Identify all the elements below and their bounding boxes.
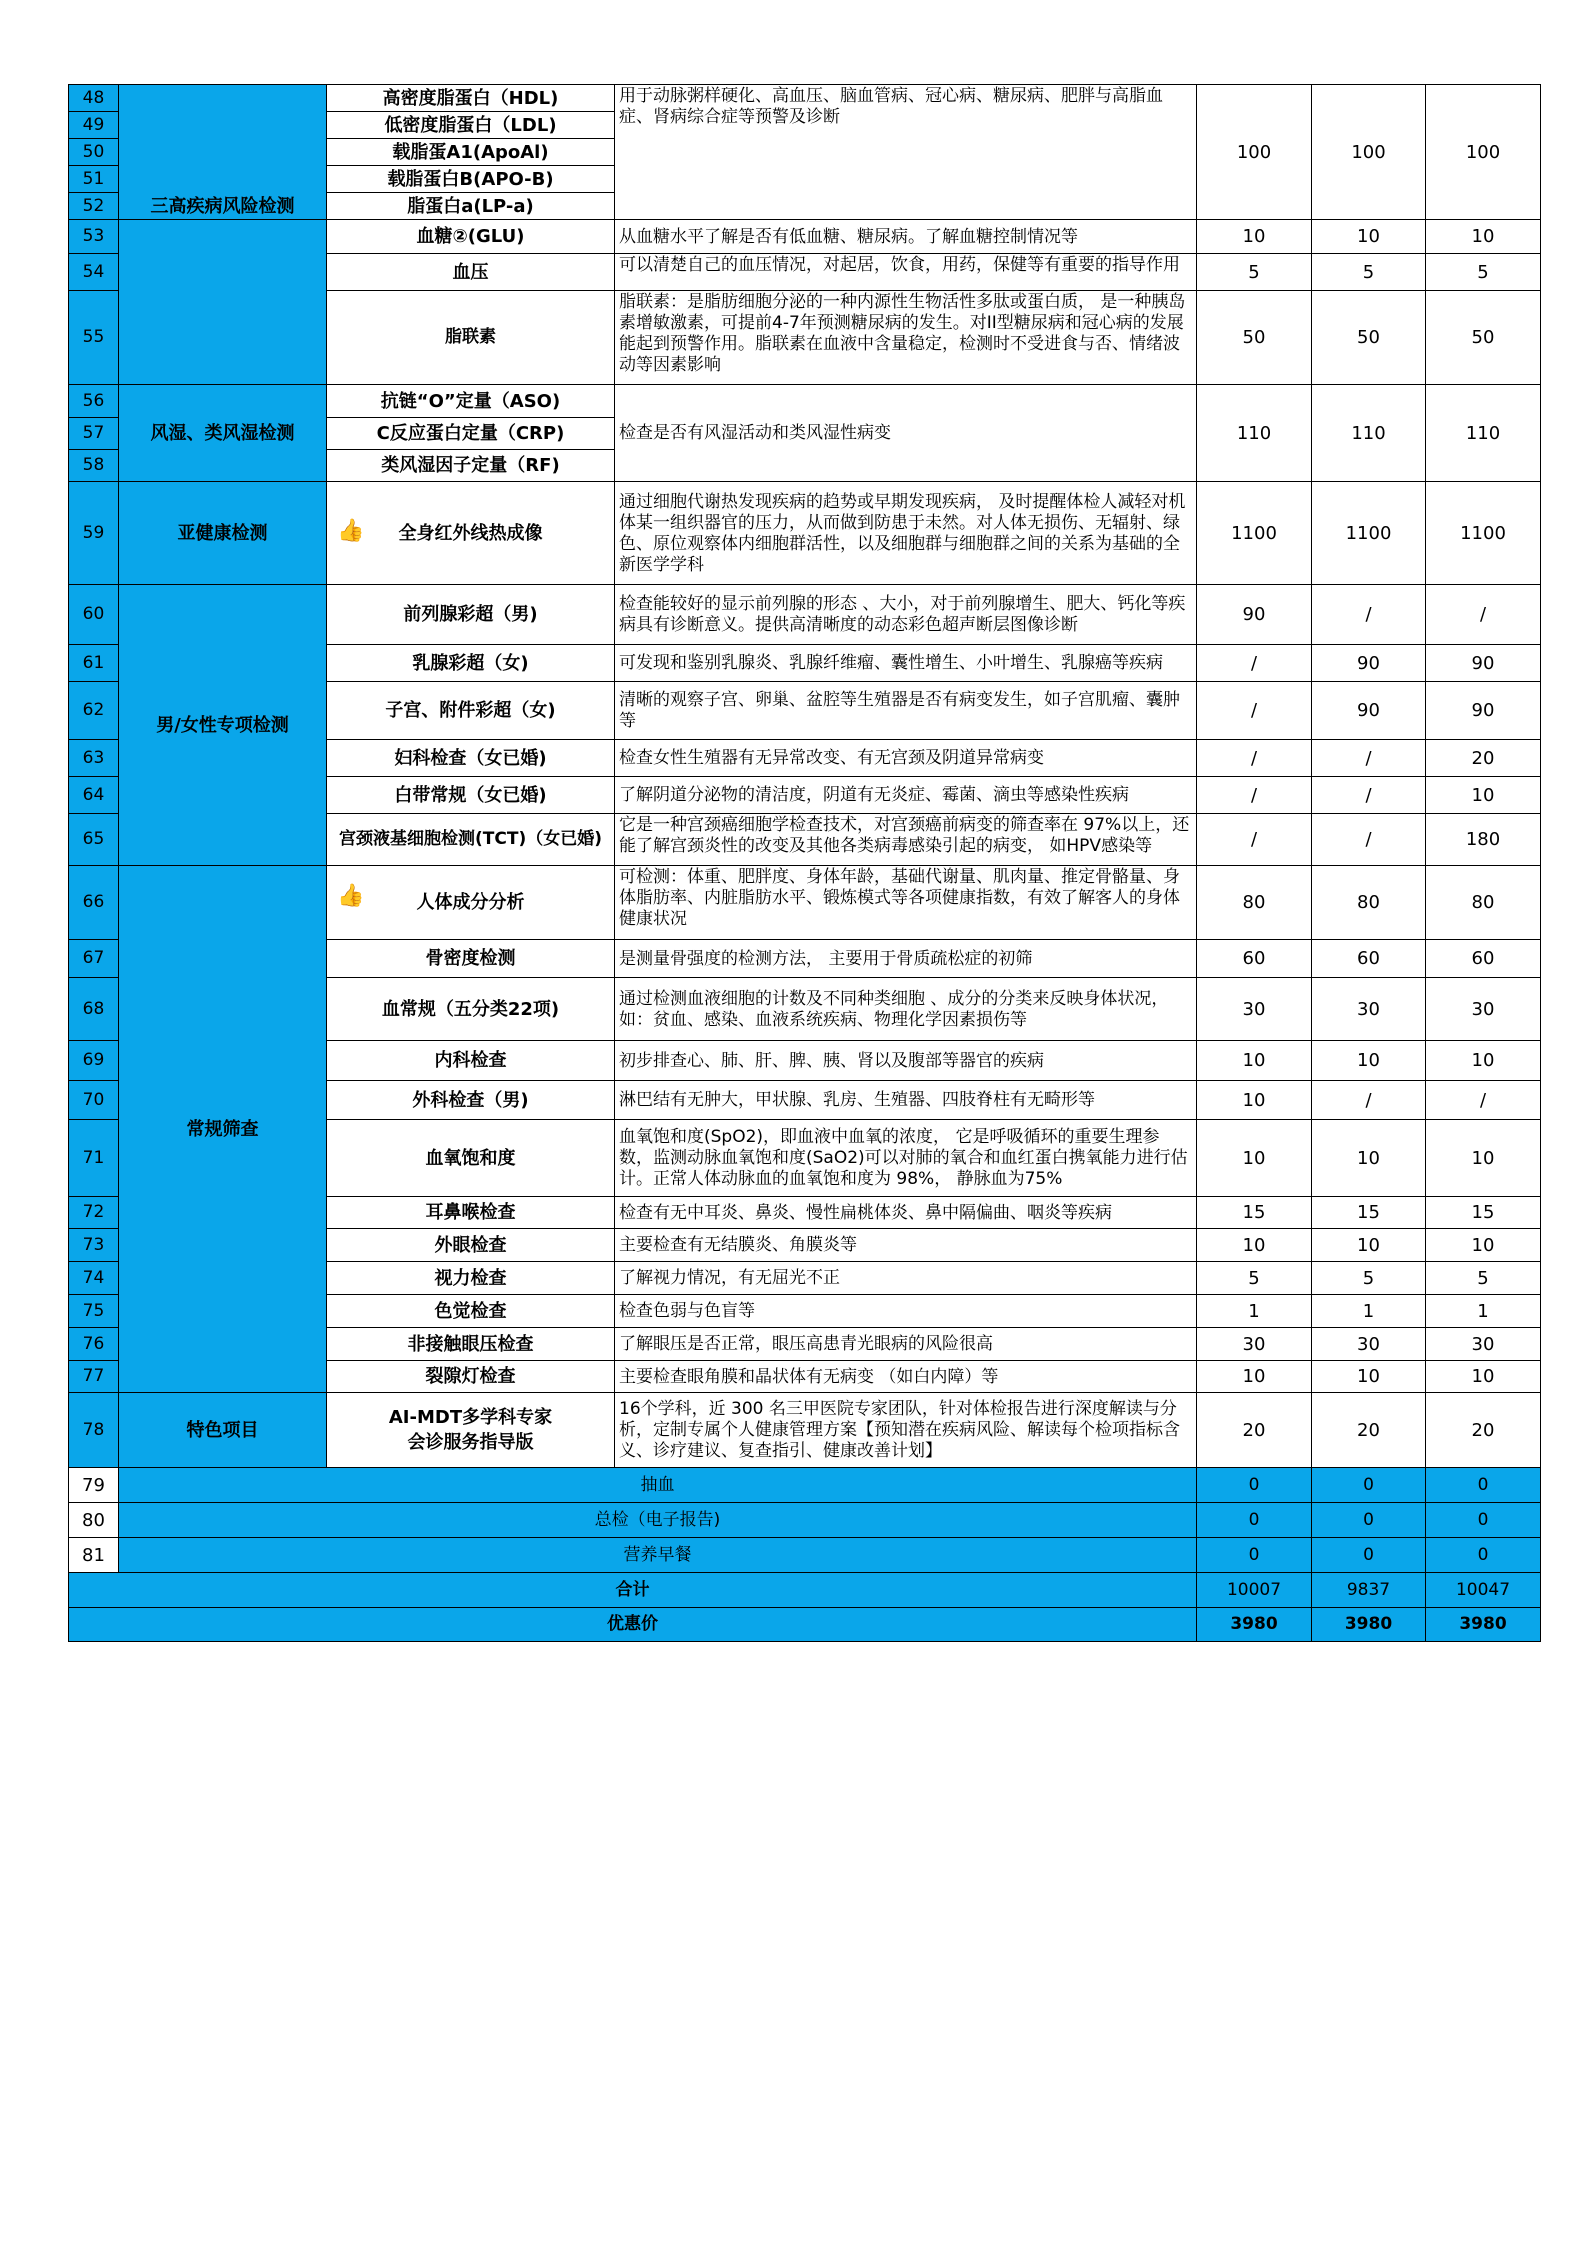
row-number: 53 (69, 220, 119, 254)
category-yajiankang: 亚健康检测 (119, 482, 327, 585)
item-description: 通过细胞代谢热发现疾病的趋势或早期发现疾病， 及时提醒体检人减轻对机体某一组织器官的压力，从而做到防患于未然。对人体无损伤、无辐射、绿色、原位观察体内细胞群活性，以及细胞群与细胞群之间的关系为基础的全新医学学科 (615, 482, 1197, 585)
price-plan-2: 20 (1312, 1393, 1426, 1468)
price-plan-1: / (1197, 814, 1312, 866)
price-plan-1: 50 (1197, 291, 1312, 385)
thumbs-up-icon: 👍 (337, 518, 365, 544)
row-number: 63 (69, 740, 119, 777)
total-label: 合计 (69, 1573, 1197, 1608)
item-description: 淋巴结有无肿大，甲状腺、乳房、生殖器、四肢脊柱有无畸形等 (615, 1081, 1197, 1120)
table-row (69, 1468, 1541, 1503)
price-plan-2: 90 (1312, 682, 1426, 740)
item-name: 色觉检查 (327, 1295, 615, 1328)
item-name-text: 全身红外线热成像 (398, 522, 543, 544)
item-name: 前列腺彩超（男) (327, 585, 615, 645)
row-number: 74 (69, 1262, 119, 1295)
item-name: 乳腺彩超（女) (327, 645, 615, 682)
price-plan-3: 10 (1426, 1361, 1541, 1393)
price-plan-1: 1 (1197, 1295, 1312, 1328)
item-name: 白带常规（女已婚) (327, 777, 615, 814)
price-plan-2: 60 (1312, 940, 1426, 978)
table-row (69, 385, 1541, 418)
price-plan-3: 180 (1426, 814, 1541, 866)
row-number: 75 (69, 1295, 119, 1328)
item-description: 16个学科，近 300 名三甲医院专家团队，针对体检报告进行深度解读与分析，定制专属个人健康管理方案【预知潜在疾病风险、解读每个检项指标含义、诊疗建议、复查指引、健康改善计划】 (615, 1393, 1197, 1468)
price-plan-2: 15 (1312, 1197, 1426, 1229)
table-row (69, 1393, 1541, 1468)
price-plan-2: 80 (1312, 866, 1426, 940)
price-plan-1: 5 (1197, 254, 1312, 291)
table-row (69, 585, 1541, 645)
row-number: 59 (69, 482, 119, 585)
item-name: 脂蛋白a(LP-a) (327, 193, 615, 220)
price-plan-1: 10 (1197, 1229, 1312, 1262)
row-number: 51 (69, 166, 119, 193)
row-number: 76 (69, 1328, 119, 1361)
price-plan-1: 10 (1197, 1361, 1312, 1393)
row-number: 60 (69, 585, 119, 645)
item-description: 是测量骨强度的检测方法， 主要用于骨质疏松症的初筛 (615, 940, 1197, 978)
item-name (327, 1393, 615, 1468)
price-plan-2: 50 (1312, 291, 1426, 385)
row-number: 50 (69, 139, 119, 166)
item-name: 载脂蛋白B(APO-B) (327, 166, 615, 193)
price-plan-3: 1100 (1426, 482, 1541, 585)
price-plan-2: 10 (1312, 220, 1426, 254)
price-plan-2: 10 (1312, 1120, 1426, 1197)
item-name: 血氧饱和度 (327, 1120, 615, 1197)
price-plan-3: 10 (1426, 1041, 1541, 1081)
price-plan-2: / (1312, 740, 1426, 777)
price-plan-3: 0 (1426, 1503, 1541, 1538)
price-plan-3: 80 (1426, 866, 1541, 940)
price-plan-3: 100 (1426, 85, 1541, 220)
item-description: 从血糖水平了解是否有低血糖、糖尿病。了解血糖控制情况等 (615, 220, 1197, 254)
item-description: 了解眼压是否正常，眼压高患青光眼病的风险很高 (615, 1328, 1197, 1361)
price-plan-3: 10 (1426, 1229, 1541, 1262)
price-plan-2: 0 (1312, 1503, 1426, 1538)
price-plan-2: 1100 (1312, 482, 1426, 585)
category-fengshi: 风湿、类风湿检测 (119, 385, 327, 482)
price-plan-2: 5 (1312, 1262, 1426, 1295)
item-name: 耳鼻喉检查 (327, 1197, 615, 1229)
price-plan-3: 20 (1426, 740, 1541, 777)
discount-row (69, 1608, 1541, 1642)
row-number: 73 (69, 1229, 119, 1262)
item-description: 检查能较好的显示前列腺的形态 、大小，对于前列腺增生、肥大、钙化等疾病具有诊断意义。提供高清晰度的动态彩色超声断层图像诊断 (615, 585, 1197, 645)
price-plan-2: 0 (1312, 1468, 1426, 1503)
item-name: 内科检查 (327, 1041, 615, 1081)
table-row (69, 85, 1541, 112)
item-name: 妇科检查（女已婚) (327, 740, 615, 777)
price-plan-3: / (1426, 1081, 1541, 1120)
price-plan-1: 15 (1197, 1197, 1312, 1229)
item-description: 主要检查眼角膜和晶状体有无病变 （如白内障）等 (615, 1361, 1197, 1393)
item-name: 低密度脂蛋白（LDL) (327, 112, 615, 139)
price-plan-3: 10 (1426, 777, 1541, 814)
item-description: 可发现和鉴别乳腺炎、乳腺纤维瘤、囊性增生、小叶增生、乳腺癌等疾病 (615, 645, 1197, 682)
item-name: 外眼检查 (327, 1229, 615, 1262)
row-number: 78 (69, 1393, 119, 1468)
item-name-text: 人体成分分析 (416, 892, 525, 913)
price-plan-1: 110 (1197, 385, 1312, 482)
item-name: 血压 (327, 254, 615, 291)
row-number: 65 (69, 814, 119, 866)
price-plan-2: 90 (1312, 645, 1426, 682)
price-plan-3: 5 (1426, 1262, 1541, 1295)
service-label: 营养早餐 (119, 1538, 1197, 1573)
item-description (615, 866, 1197, 940)
item-name: 抗链“O”定量（ASO) (327, 385, 615, 418)
row-number: 80 (69, 1503, 119, 1538)
price-plan-1: 0 (1197, 1538, 1312, 1573)
service-label: 抽血 (119, 1468, 1197, 1503)
price-plan-1: 10 (1197, 1120, 1312, 1197)
row-number: 71 (69, 1120, 119, 1197)
price-plan-2: 100 (1312, 85, 1426, 220)
price-plan-3: 90 (1426, 645, 1541, 682)
price-plan-1: 0 (1197, 1468, 1312, 1503)
item-description-text: 可检测：体重、肥胖度、身体年龄，基础代谢量、肌肉量、推定骨骼量、身体脂肪率、内脏脂肪水平、锻炼模式等各项健康指数，有效了解客人的身体健康状况 (619, 867, 1180, 929)
price-plan-2: / (1312, 814, 1426, 866)
item-name: 高密度脂蛋白（HDL) (327, 85, 615, 112)
item-name: 骨密度检测 (327, 940, 615, 978)
price-plan-3: 90 (1426, 682, 1541, 740)
price-plan-3: 50 (1426, 291, 1541, 385)
row-number: 81 (69, 1538, 119, 1573)
price-plan-3: 60 (1426, 940, 1541, 978)
item-description: 检查有无中耳炎、鼻炎、慢性扁桃体炎、鼻中隔偏曲、咽炎等疾病 (615, 1197, 1197, 1229)
item-description: 检查是否有风湿活动和类风湿性病变 (615, 385, 1197, 482)
item-name: C反应蛋白定量（CRP) (327, 418, 615, 450)
price-plan-1: 20 (1197, 1393, 1312, 1468)
item-name (327, 482, 615, 585)
item-description: 通过检测血液细胞的计数及不同种类细胞 、成分的分类来反映身体状况，如：贫血、感染、血液系统疾病、物理化学因素损伤等 (615, 978, 1197, 1041)
table-row (69, 866, 1541, 940)
price-plan-1: 100 (1197, 85, 1312, 220)
item-name: 宫颈液基细胞检测(TCT)（女已婚) (327, 814, 615, 866)
price-plan-1: / (1197, 645, 1312, 682)
price-plan-1: 5 (1197, 1262, 1312, 1295)
row-number: 48 (69, 85, 119, 112)
price-plan-3: 30 (1426, 978, 1541, 1041)
total-plan-3: 10047 (1426, 1573, 1541, 1608)
price-plan-1: 60 (1197, 940, 1312, 978)
row-number: 55 (69, 291, 119, 385)
discount-label: 优惠价 (69, 1608, 1197, 1642)
row-number: 62 (69, 682, 119, 740)
total-plan-1: 10007 (1197, 1573, 1312, 1608)
discount-plan-1: 3980 (1197, 1608, 1312, 1642)
item-description-text: 脂联素：是脂肪细胞分泌的一种内源性生物活性多肽或蛋白质， 是一种胰岛素增敏激素，可提前4-7年预测糖尿病的发生。对II型糖尿病和冠心病的发展能起到预警作用。脂联素在血液中含量稳定，检测时不受进食与否、情绪波动等因素影响 (619, 292, 1186, 375)
row-number: 69 (69, 1041, 119, 1081)
item-description: 检查色弱与色盲等 (615, 1295, 1197, 1328)
price-plan-1: 10 (1197, 1081, 1312, 1120)
discount-plan-3: 3980 (1426, 1608, 1541, 1642)
item-name: 血常规（五分类22项) (327, 978, 615, 1041)
category-tese: 特色项目 (119, 1393, 327, 1468)
price-plan-2: 30 (1312, 978, 1426, 1041)
price-plan-3: 20 (1426, 1393, 1541, 1468)
row-number: 52 (69, 193, 119, 220)
row-number: 68 (69, 978, 119, 1041)
row-number: 66 (69, 866, 119, 940)
item-name: 视力检查 (327, 1262, 615, 1295)
row-number: 67 (69, 940, 119, 978)
row-number: 61 (69, 645, 119, 682)
item-name: 外科检查（男) (327, 1081, 615, 1120)
item-description: 清晰的观察子宫、卵巢、盆腔等生殖器是否有病变发生，如子宫肌瘤、囊肿等 (615, 682, 1197, 740)
category-sangao: 三高疾病风险检测 (119, 85, 327, 220)
item-name-line: 会诊服务指导版 (407, 1432, 534, 1453)
item-description: 用于动脉粥样硬化、高血压、脑血管病、冠心病、糖尿病、肥胖与高脂血症、肾病综合症等预警及诊断 (615, 85, 1197, 220)
row-number: 57 (69, 418, 119, 450)
row-number: 77 (69, 1361, 119, 1393)
table-row (69, 220, 1541, 254)
total-plan-2: 9837 (1312, 1573, 1426, 1608)
item-description: 主要检查有无结膜炎、角膜炎等 (615, 1229, 1197, 1262)
price-plan-2: 1 (1312, 1295, 1426, 1328)
item-description (615, 254, 1197, 291)
table-row (69, 1503, 1541, 1538)
price-plan-2: 0 (1312, 1538, 1426, 1573)
price-plan-2: 5 (1312, 254, 1426, 291)
price-plan-1: 0 (1197, 1503, 1312, 1538)
row-number: 70 (69, 1081, 119, 1120)
item-name-line: AI-MDT多学科专家 (388, 1407, 553, 1428)
price-plan-2: 10 (1312, 1229, 1426, 1262)
item-description (615, 291, 1197, 385)
price-plan-3: 30 (1426, 1328, 1541, 1361)
price-plan-3: 15 (1426, 1197, 1541, 1229)
price-plan-3: 10 (1426, 1120, 1541, 1197)
item-name: 裂隙灯检查 (327, 1361, 615, 1393)
row-number: 54 (69, 254, 119, 291)
price-plan-1: / (1197, 740, 1312, 777)
row-number: 49 (69, 112, 119, 139)
price-plan-3: 0 (1426, 1468, 1541, 1503)
price-plan-3: / (1426, 585, 1541, 645)
item-description (615, 814, 1197, 866)
item-description-text: 可以清楚自己的血压情况，对起居，饮食，用药，保健等有重要的指导作用 (619, 255, 1180, 275)
price-plan-3: 0 (1426, 1538, 1541, 1573)
price-plan-1: 30 (1197, 1328, 1312, 1361)
item-description: 血氧饱和度(SpO2)，即血液中血氧的浓度， 它是呼吸循环的重要生理参数，监测动脉血氧饱和度(SaO2)可以对肺的氧合和血红蛋白携氧能力进行估计。正常人体动脉血的血氧饱和度为 98%， 静脉血为75% (615, 1120, 1197, 1197)
row-number: 64 (69, 777, 119, 814)
price-plan-1: / (1197, 682, 1312, 740)
row-number: 72 (69, 1197, 119, 1229)
category-changgui: 常规筛查 (119, 866, 327, 1393)
price-plan-2: / (1312, 1081, 1426, 1120)
price-plan-3: 10 (1426, 220, 1541, 254)
row-number: 79 (69, 1468, 119, 1503)
price-plan-1: 80 (1197, 866, 1312, 940)
checkup-price-table (68, 84, 1541, 1642)
item-name: 脂联素 (327, 291, 615, 385)
price-plan-2: 10 (1312, 1041, 1426, 1081)
row-number: 58 (69, 450, 119, 482)
item-name: 载脂蛋A1(ApoAl) (327, 139, 615, 166)
price-plan-2: 110 (1312, 385, 1426, 482)
discount-plan-2: 3980 (1312, 1608, 1426, 1642)
table-row (69, 482, 1541, 585)
price-plan-3: 5 (1426, 254, 1541, 291)
category-sangao-continued (119, 220, 327, 385)
price-plan-1: 1100 (1197, 482, 1312, 585)
row-number: 56 (69, 385, 119, 418)
item-description-text: 它是一种宫颈癌细胞学检查技术，对宫颈癌前病变的筛查率在 97%以上，还能了解宫颈炎性的改变及其他各类病毒感染引起的病变， 如HPV感染等 (619, 815, 1190, 856)
price-plan-1: 10 (1197, 1041, 1312, 1081)
price-plan-2: / (1312, 777, 1426, 814)
price-plan-1: 10 (1197, 220, 1312, 254)
price-plan-2: 10 (1312, 1361, 1426, 1393)
item-description: 了解视力情况，有无屈光不正 (615, 1262, 1197, 1295)
price-plan-3: 110 (1426, 385, 1541, 482)
service-label: 总检（电子报告) (119, 1503, 1197, 1538)
total-row (69, 1573, 1541, 1608)
price-plan-2: 30 (1312, 1328, 1426, 1361)
item-description: 检查女性生殖器有无异常改变、有无宫颈及阴道异常病变 (615, 740, 1197, 777)
item-name: 类风湿因子定量（RF) (327, 450, 615, 482)
item-description: 了解阴道分泌物的清洁度，阴道有无炎症、霉菌、滴虫等感染性疾病 (615, 777, 1197, 814)
price-plan-2: / (1312, 585, 1426, 645)
table-row (69, 1538, 1541, 1573)
item-name: 子宫、附件彩超（女) (327, 682, 615, 740)
item-name: 血糖②(GLU) (327, 220, 615, 254)
item-name: 非接触眼压检查 (327, 1328, 615, 1361)
price-plan-1: 90 (1197, 585, 1312, 645)
thumbs-up-icon: 👍 (337, 883, 365, 909)
category-nannv: 男/女性专项检测 (119, 585, 327, 866)
item-description: 初步排查心、肺、肝、脾、胰、肾以及腹部等器官的疾病 (615, 1041, 1197, 1081)
price-plan-3: 1 (1426, 1295, 1541, 1328)
item-name (327, 866, 615, 940)
price-plan-1: 30 (1197, 978, 1312, 1041)
price-plan-1: / (1197, 777, 1312, 814)
